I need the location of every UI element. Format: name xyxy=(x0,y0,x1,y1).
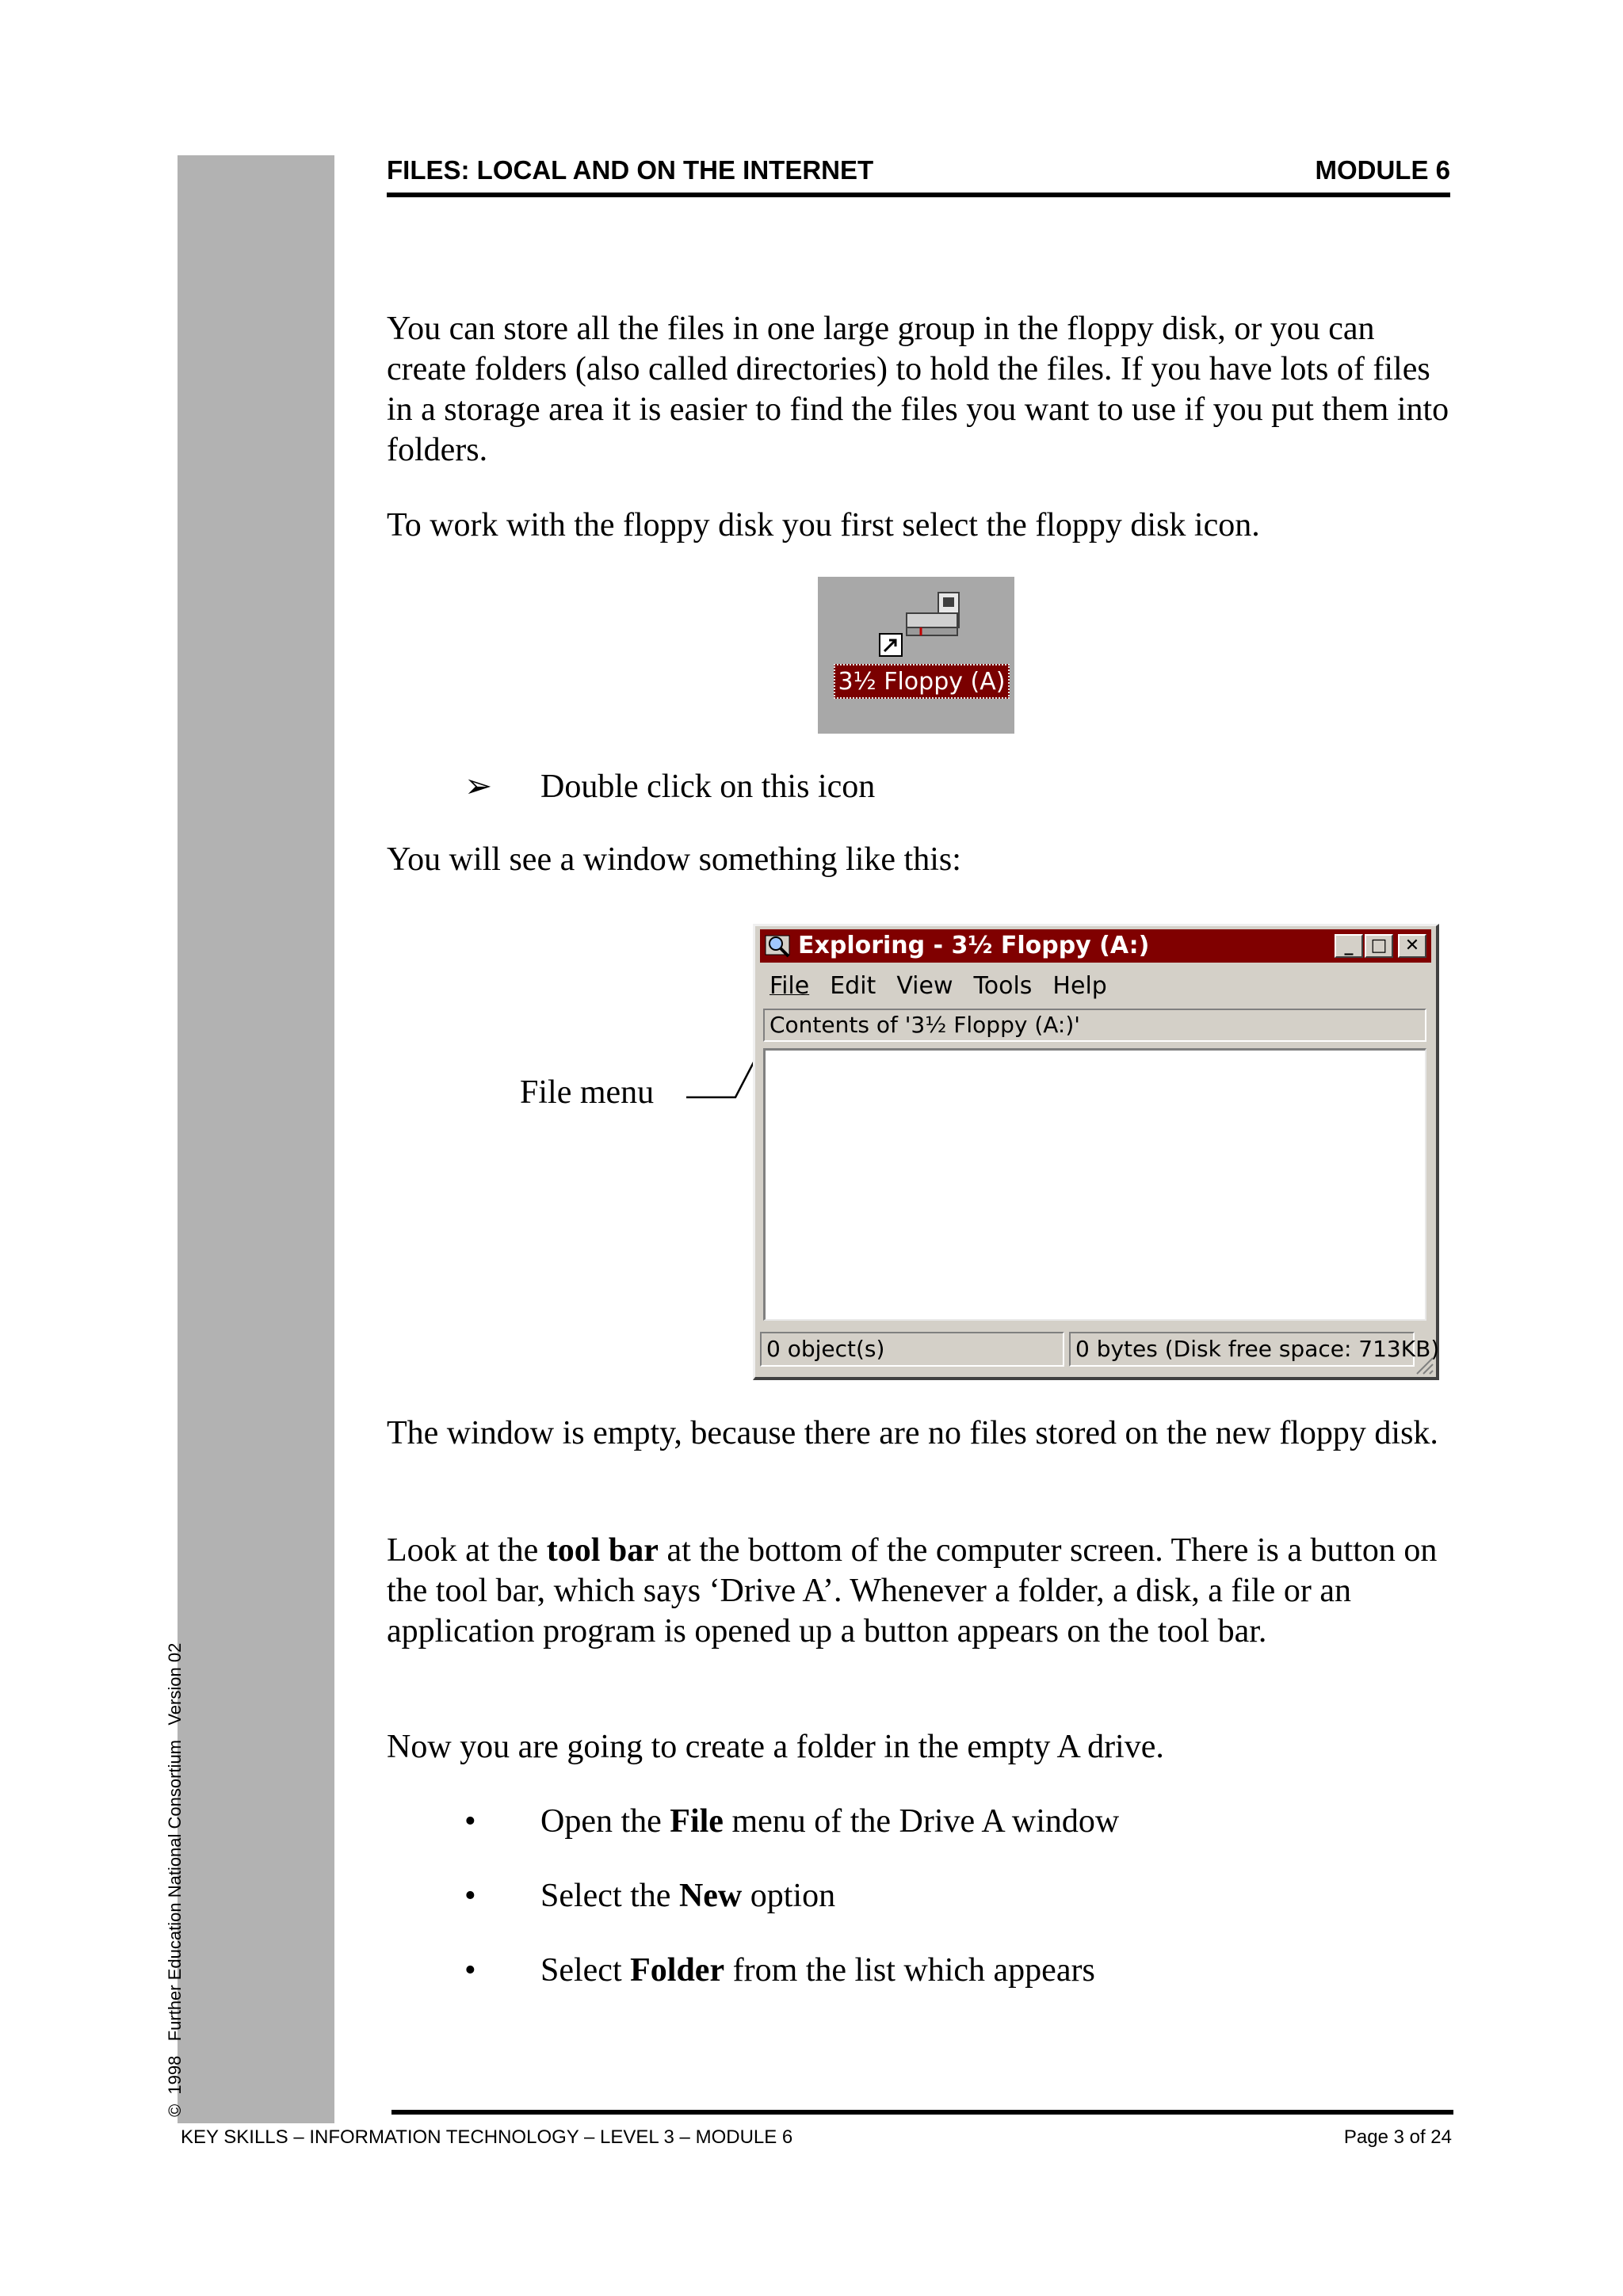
window-title: Exploring - 3½ Floppy (A:) xyxy=(798,932,1150,959)
explorer-window xyxy=(753,924,1439,1380)
contents-address-bar: Contents of '3½ Floppy (A:)' xyxy=(763,1009,1426,1042)
tool-bar-text-end: at the bottom of the computer screen. There is a button on the tool bar, which says ‘Drive A’. Whenever a folder, a disk, a file or an application program is opened up a button appears on the tool bar. xyxy=(387,1532,1438,1650)
page-footer-title: KEY SKILLS – INFORMATION TECHNOLOGY – LEVEL 3 – MODULE 6 xyxy=(181,2126,793,2148)
paragraph-create-folder: Now you are going to create a folder in the empty A drive. xyxy=(387,1729,1164,1765)
menu-tools[interactable]: Tools xyxy=(973,972,1033,1000)
file-menu-callout-label: File menu xyxy=(520,1074,655,1111)
bullet-text: Open the File menu of the Drive A window xyxy=(540,1803,1120,1840)
menu-file[interactable]: File xyxy=(769,972,810,1000)
floppy-icon-screenshot[interactable] xyxy=(818,577,1014,734)
margin-bar xyxy=(178,155,334,2123)
paragraph-select-icon: To work with the floppy disk you first select the floppy disk icon. xyxy=(387,507,1260,543)
arrow-bullet-icon: ➢ xyxy=(464,769,493,805)
copyright-side-note: © 1998 Further Education National Consortium Version 02 xyxy=(165,1642,185,2117)
close-button[interactable]: ✕ xyxy=(1398,934,1426,958)
floppy-drive-icon xyxy=(870,589,973,661)
paragraph-window-intro: You will see a window something like this: xyxy=(387,841,961,878)
bullet-text: Select Folder from the list which appears xyxy=(540,1952,1095,1989)
page-header-module: MODULE 6 xyxy=(1315,155,1450,185)
tool-bar-bold: tool bar xyxy=(546,1532,659,1569)
paragraph-storage: You can store all the files in one large group in the floppy disk, or you can create folders (also called directories) to hold the files. If you have lots of files in a storage area it is easier to find the files you want to use if you put them into folders. xyxy=(387,311,1449,468)
bullet-icon: • xyxy=(464,1803,476,1840)
status-disk-space: 0 bytes (Disk free space: 713KB) xyxy=(1069,1332,1415,1367)
status-object-count: 0 object(s) xyxy=(760,1332,1064,1367)
footer-rule xyxy=(391,2110,1453,2115)
paragraph-window-empty: The window is empty, because there are no files stored on the new floppy disk. xyxy=(387,1415,1438,1451)
menu-view[interactable]: View xyxy=(896,972,953,1000)
window-titlebar[interactable] xyxy=(760,929,1431,963)
tool-bar-text-start: Look at the xyxy=(387,1532,547,1569)
page-number: Page 3 of 24 xyxy=(1343,2126,1452,2148)
explorer-magnifier-icon xyxy=(765,934,792,958)
bullet-icon: • xyxy=(464,1952,476,1989)
resize-grip-icon[interactable] xyxy=(1414,1355,1434,1375)
maximize-button[interactable]: □ xyxy=(1365,934,1393,958)
menu-help[interactable]: Help xyxy=(1052,972,1107,1000)
bullet-text: Select the New option xyxy=(540,1878,836,1914)
minimize-button[interactable]: _ xyxy=(1335,934,1363,958)
header-rule xyxy=(387,193,1450,197)
arrow-bullet-text: Double click on this icon xyxy=(540,769,876,805)
menu-edit[interactable]: Edit xyxy=(830,972,876,1000)
bullet-icon: • xyxy=(464,1878,476,1914)
file-list-pane[interactable] xyxy=(763,1048,1426,1321)
floppy-icon-label: 3½ Floppy (A) xyxy=(834,664,1010,699)
page-header-title: FILES: LOCAL AND ON THE INTERNET xyxy=(387,155,874,185)
paragraph-tool-bar xyxy=(387,1531,1457,1652)
menu-bar xyxy=(769,971,1128,1002)
